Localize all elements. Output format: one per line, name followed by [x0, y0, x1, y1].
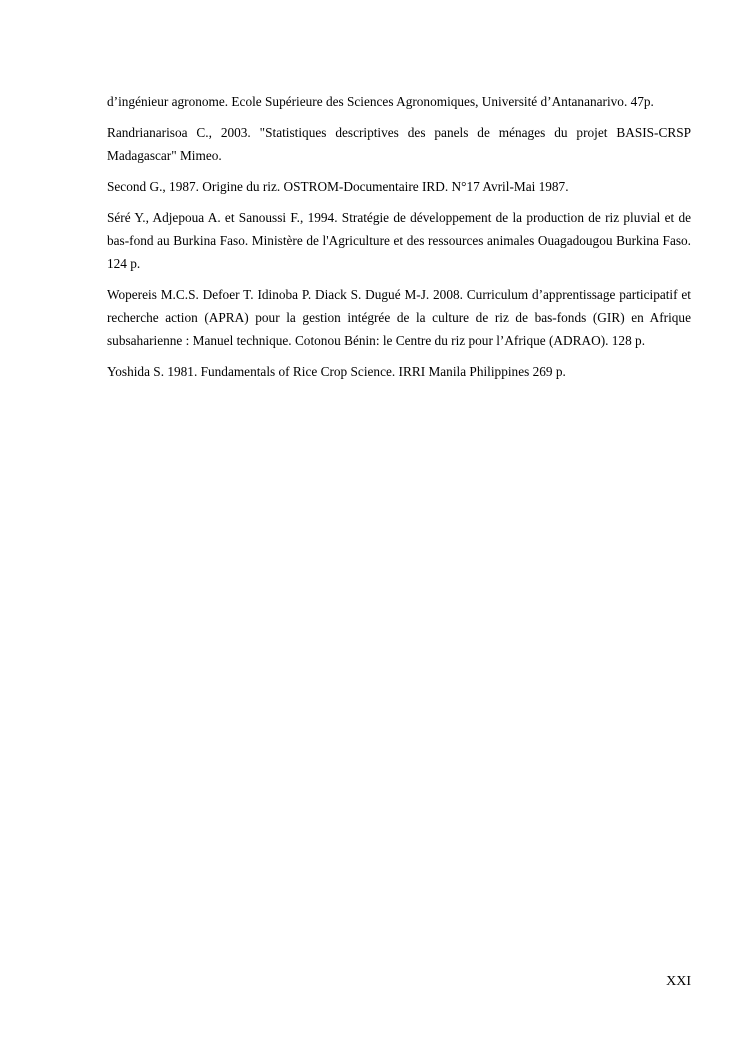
reference-entry: d’ingénieur agronome. Ecole Supérieure des Sciences Agronomiques, Université d’Antananarivo. 47p.	[107, 94, 654, 109]
reference-entry: Séré Y., Adjepoua A. et Sanoussi F., 1994. Stratégie de développement de la production de riz pluvial et de bas-fond au Burkina Faso. Ministère de l'Agriculture et des ressources animales Ouagadougou Burkina Faso. 124 p.	[107, 210, 691, 271]
reference-entry: Second G., 1987. Origine du riz. OSTROM-Documentaire IRD. N°17 Avril-Mai 1987.	[107, 179, 569, 194]
reference-list	[107, 90, 691, 391]
reference-entry: Wopereis M.C.S. Defoer T. Idinoba P. Diack S. Dugué M-J. 2008. Curriculum d’apprentissage participatif et recherche action (APRA) pour la gestion intégrée de la culture de riz de bas-fonds (GIR) en Afrique subsaharienne : Manuel technique. Cotonou Bénin: le Centre du riz pour l’Afrique (ADRAO). 128 p.	[107, 287, 691, 348]
reference-entry: Randrianarisoa C., 2003. "Statistiques descriptives des panels de ménages du projet BASIS-CRSP Madagascar" Mimeo.	[107, 125, 691, 163]
page-number: XXI	[666, 974, 691, 989]
reference-entry: Yoshida S. 1981. Fundamentals of Rice Crop Science. IRRI Manila Philippines 269 p.	[107, 364, 566, 379]
